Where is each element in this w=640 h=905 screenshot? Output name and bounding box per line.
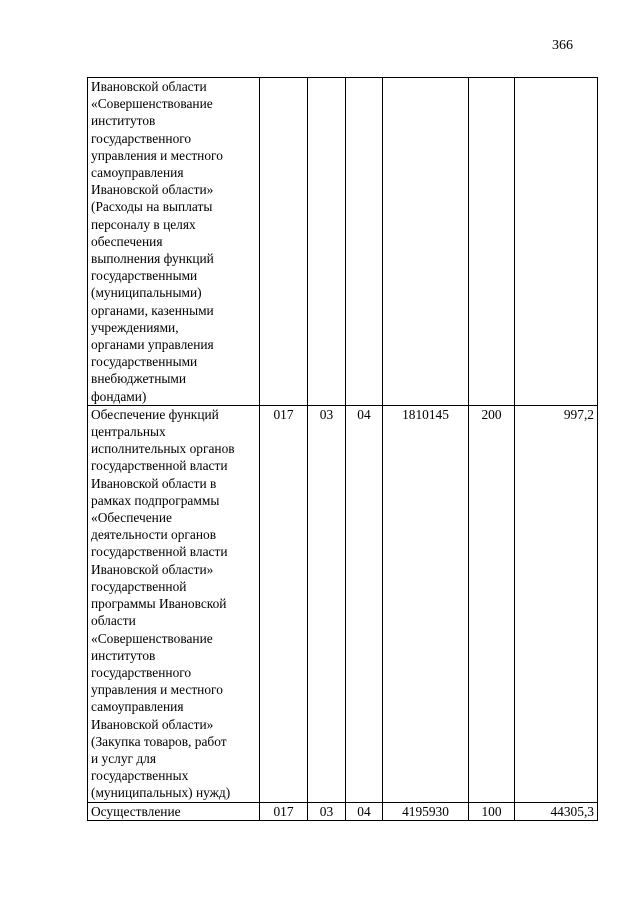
description-line: (Расходы на выплаты — [91, 199, 213, 215]
description-line: управления и местного — [91, 682, 223, 698]
description-line: «Совершенствование — [91, 96, 213, 112]
description-line: Обеспечение функций — [91, 406, 219, 422]
description-line: государственной власти — [91, 544, 228, 560]
description-line: самоуправления — [91, 165, 184, 181]
description-line: «Обеспечение — [91, 510, 172, 526]
description-line: и услуг для — [91, 750, 157, 766]
description-line: «Совершенствование — [91, 630, 213, 646]
description-cell — [88, 405, 260, 802]
description-line: деятельности органов — [91, 527, 217, 543]
description-line: институтов — [91, 647, 156, 663]
description-line: персоналу в целях — [91, 216, 196, 232]
section-code-cell — [308, 78, 346, 406]
expense-type-code-cell: 200 — [469, 405, 515, 802]
description-line: Ивановской области» — [91, 716, 214, 732]
page-number: 366 — [552, 38, 573, 53]
ministry-code-cell: 017 — [260, 405, 308, 802]
expense-type-code-cell — [469, 78, 515, 406]
section-code-cell: 03 — [308, 405, 346, 802]
description-cell — [88, 78, 260, 406]
description-line: (Закупка товаров, работ — [91, 733, 227, 749]
description-line: Ивановской области — [91, 79, 207, 94]
description-line: органами, казенными — [91, 302, 214, 318]
description-line: обеспечения — [91, 233, 163, 249]
description-line: органами управления — [91, 337, 214, 353]
target-item-code-cell: 4195930 — [383, 802, 469, 820]
table-row — [88, 802, 598, 820]
description-line: Ивановской области в — [91, 475, 217, 491]
target-item-code-cell — [383, 78, 469, 406]
description-line: рамках подпрограммы — [91, 492, 220, 508]
description-line: (муниципальными) — [91, 285, 202, 301]
description-line: Ивановской области» — [91, 182, 214, 198]
subsection-code-cell: 04 — [346, 802, 383, 820]
description-line: области — [91, 613, 136, 629]
description-line: государственных — [91, 768, 189, 784]
description-line: государственными — [91, 354, 198, 370]
description-cell — [88, 802, 260, 820]
description-line: (муниципальных) нужд) — [91, 785, 231, 801]
description-line: управления и местного — [91, 147, 223, 163]
budget-table — [87, 77, 598, 821]
target-item-code-cell: 1810145 — [383, 405, 469, 802]
description-line: государственными — [91, 268, 198, 284]
description-line: самоуправления — [91, 699, 184, 715]
table-row — [88, 78, 598, 406]
description-line: государственного — [91, 130, 192, 146]
expense-type-code-cell: 100 — [469, 802, 515, 820]
description-line: государственного — [91, 664, 192, 680]
description-line: исполнительных органов — [91, 441, 235, 457]
subsection-code-cell — [346, 78, 383, 406]
section-code-cell: 03 — [308, 802, 346, 820]
amount-cell — [515, 78, 598, 406]
table-row — [88, 405, 598, 802]
description-line: Ивановской области» — [91, 561, 214, 577]
description-line: программы Ивановской — [91, 596, 227, 612]
amount-cell: 997,2 — [515, 405, 598, 802]
amount-cell: 44305,3 — [515, 802, 598, 820]
description-line: учреждениями, — [91, 319, 179, 335]
ministry-code-cell — [260, 78, 308, 406]
ministry-code-cell: 017 — [260, 802, 308, 820]
description-line: государственной — [91, 578, 187, 594]
description-line: внебюджетными — [91, 371, 187, 387]
description-line: государственной власти — [91, 458, 228, 474]
description-line: выполнения функций — [91, 251, 214, 267]
description-line: центральных — [91, 424, 166, 440]
subsection-code-cell: 04 — [346, 405, 383, 802]
description-line: Осуществление — [91, 803, 181, 819]
description-line: институтов — [91, 113, 156, 129]
description-line: фондами) — [91, 388, 147, 404]
